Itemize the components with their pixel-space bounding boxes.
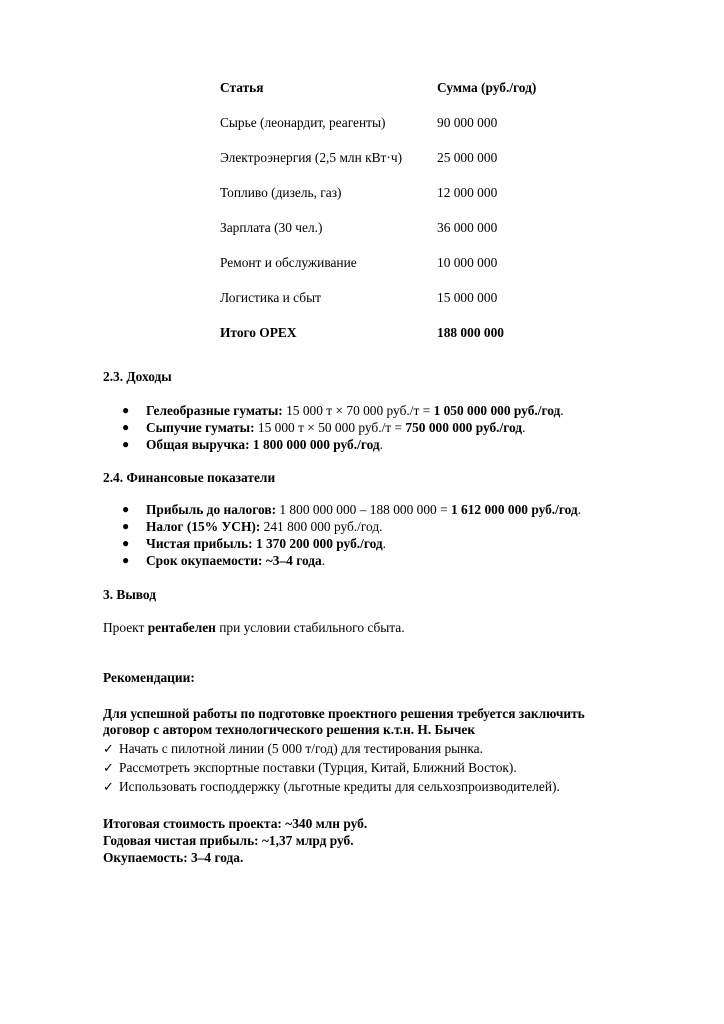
item-end: . bbox=[321, 553, 326, 568]
item-end: . bbox=[522, 420, 526, 435]
recommendation-item bbox=[103, 759, 517, 778]
row-amount: 36 000 000 bbox=[437, 220, 498, 235]
row-amount: 90 000 000 bbox=[437, 115, 498, 130]
finance-heading: 2.4. Финансовые показатели bbox=[103, 470, 276, 485]
item-label: Прибыль до налогов: bbox=[146, 502, 277, 517]
row-item: Топливо (дизель, газ) bbox=[220, 185, 342, 200]
row-item: Электроэнергия (2,5 млн кВт·ч) bbox=[220, 150, 403, 165]
item-label: Общая выручка: 1 800 000 000 руб./год bbox=[146, 437, 380, 452]
bullet-icon: ● bbox=[122, 420, 130, 434]
total-amount: 188 000 000 bbox=[437, 325, 504, 340]
item-label: Гелеобразные гуматы: bbox=[146, 403, 283, 418]
item-end: . bbox=[577, 502, 582, 517]
item-text: 15 000 т × 50 000 руб./т = bbox=[254, 420, 406, 435]
item-end: . bbox=[379, 437, 384, 452]
bullet-icon: ● bbox=[122, 403, 130, 417]
item-label: Чистая прибыль: 1 370 200 000 руб./год bbox=[146, 536, 383, 551]
row-item: Сырье (леонардит, реагенты) bbox=[220, 115, 386, 130]
row-amount: 25 000 000 bbox=[437, 150, 498, 165]
item-result: 750 000 000 руб./год bbox=[405, 420, 523, 435]
summary-cost: Итоговая стоимость проекта: ~340 млн руб. bbox=[103, 816, 368, 831]
item-result: 1 050 000 000 руб./год bbox=[433, 403, 561, 418]
row-item: Ремонт и обслуживание bbox=[220, 255, 357, 270]
recommendations-intro-line1: Для успешной работы по подготовке проектного решения требуется заключить bbox=[103, 706, 585, 721]
total-item: Итого OPEX bbox=[220, 325, 297, 340]
bullet-icon: ● bbox=[122, 536, 130, 550]
check-icon: ✓ bbox=[103, 742, 114, 757]
recommendation-text: Начать с пилотной линии (5 000 т/год) для тестирования рынка. bbox=[119, 741, 483, 756]
summary-payback: Окупаемость: 3–4 года. bbox=[103, 850, 244, 865]
recommendations-intro-line2: договор с автором технологического решения к.т.н. Н. Бычек bbox=[103, 722, 476, 737]
conclusion-post: при условии стабильного сбыта. bbox=[215, 620, 405, 635]
conclusion-bold: рентабелен bbox=[147, 620, 216, 635]
recommendation-item bbox=[103, 740, 483, 759]
bullet-icon: ● bbox=[122, 437, 130, 451]
item-text: 1 800 000 000 – 188 000 000 = bbox=[276, 502, 451, 517]
recommendation-item bbox=[103, 778, 560, 797]
conclusion-text bbox=[103, 619, 405, 637]
recommendation-text: Использовать господдержку (льготные кредиты для сельхозпроизводителей). bbox=[119, 779, 560, 794]
item-text: 15 000 т × 70 000 руб./т = bbox=[282, 403, 434, 418]
row-item: Логистика и сбыт bbox=[220, 290, 321, 305]
item-end: . bbox=[382, 536, 387, 551]
item-end: . bbox=[560, 403, 564, 418]
bullet-icon: ● bbox=[122, 502, 130, 516]
item-text: 241 800 000 руб./год. bbox=[260, 519, 383, 534]
column-header-amount: Сумма (руб./год) bbox=[437, 80, 537, 95]
item-label: Налог (15% УСН): bbox=[146, 519, 261, 534]
income-heading: 2.3. Доходы bbox=[103, 369, 172, 384]
row-amount: 10 000 000 bbox=[437, 255, 498, 270]
check-icon: ✓ bbox=[103, 780, 114, 795]
summary-profit: Годовая чистая прибыль: ~1,37 млрд руб. bbox=[103, 833, 354, 848]
recommendation-text: Рассмотреть экспортные поставки (Турция, Китай, Ближний Восток). bbox=[119, 760, 517, 775]
item-label: Сыпучие гуматы: bbox=[146, 420, 255, 435]
row-item: Зарплата (30 чел.) bbox=[220, 220, 323, 235]
recommendations-heading: Рекомендации: bbox=[103, 670, 195, 685]
item-label: Срок окупаемости: ~3–4 года bbox=[146, 553, 322, 568]
row-amount: 15 000 000 bbox=[437, 290, 498, 305]
item-result: 1 612 000 000 руб./год bbox=[450, 502, 578, 517]
bullet-icon: ● bbox=[122, 553, 130, 567]
conclusion-heading: 3. Вывод bbox=[103, 587, 156, 602]
row-amount: 12 000 000 bbox=[437, 185, 498, 200]
conclusion-pre: Проект bbox=[103, 620, 148, 635]
bullet-icon: ● bbox=[122, 519, 130, 533]
column-header-item: Статья bbox=[220, 80, 264, 95]
check-icon: ✓ bbox=[103, 761, 114, 776]
